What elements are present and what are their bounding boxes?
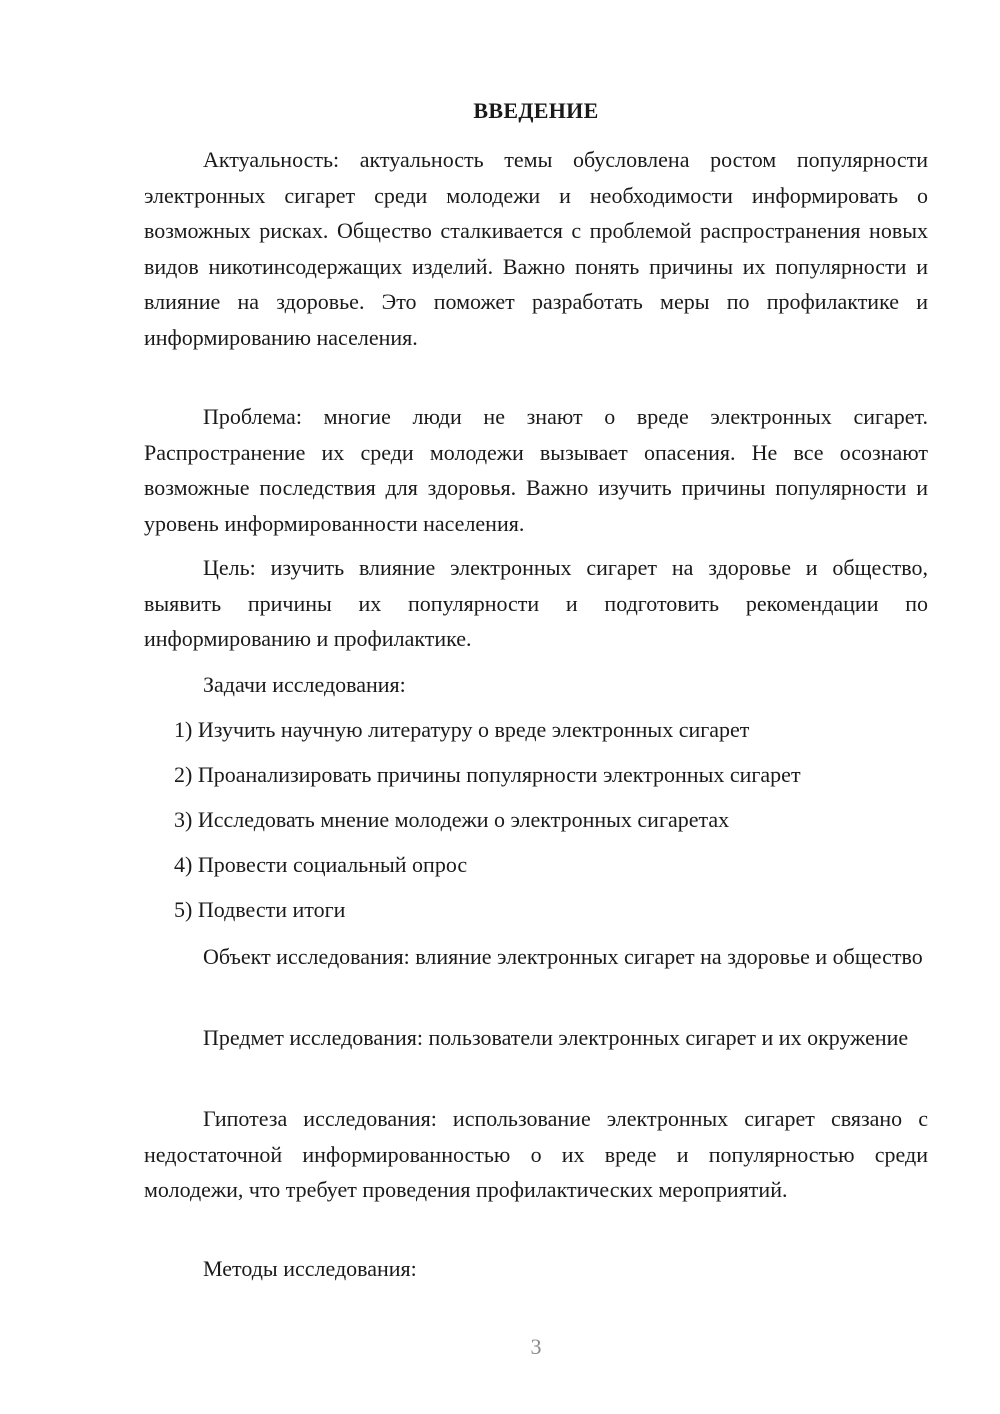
paragraph-problem: Проблема: многие люди не знают о вреде электронных сигарет. Распространение их среди молодежи вызывает опасения. Не все осознают возможные последствия для здоровья. Важно изучить причины популярности и уровень информированности населения. xyxy=(144,404,928,536)
paragraph-actuality: Актуальность: актуальность темы обусловлена ростом популярности электронных сигарет среди молодежи и необходимости информировать о возможных рисках. Общество сталкивается с проблемой распространения новых видов никотинсодержащих изделий. Важно понять причины их популярности и влияние на здоровье. Это поможет разработать меры по профилактике и информированию населения. xyxy=(144,147,928,350)
paragraph-goal: Цель: изучить влияние электронных сигарет на здоровье и общество, выявить причины их популярности и подготовить рекомендации по информированию и профилактике. xyxy=(144,555,928,651)
page-number: 3 xyxy=(530,1334,542,1359)
task-item: 2) Проанализировать причины популярности электронных сигарет xyxy=(174,762,801,787)
methods-heading: Методы исследования: xyxy=(203,1256,417,1281)
paragraph-hypothesis: Гипотеза исследования: использование электронных сигарет связано с недостаточной информированностью о их вреде и популярностью среди молодежи, что требует проведения профилактических мероприятий. xyxy=(144,1106,928,1202)
tasks-heading: Задачи исследования: xyxy=(203,672,406,697)
task-item: 1) Изучить научную литературу о вреде электронных сигарет xyxy=(174,717,750,742)
paragraph-subject: Предмет исследования: пользователи электронных сигарет и их окружение xyxy=(203,1025,909,1050)
task-item: 5) Подвести итоги xyxy=(174,897,346,922)
task-item: 4) Провести социальный опрос xyxy=(174,852,468,877)
paragraph-object: Объект исследования: влияние электронных сигарет на здоровье и общество xyxy=(203,944,923,969)
section-title: ВВЕДЕНИЕ xyxy=(473,98,599,123)
task-item: 3) Исследовать мнение молодежи о электронных сигаретах xyxy=(174,807,730,832)
